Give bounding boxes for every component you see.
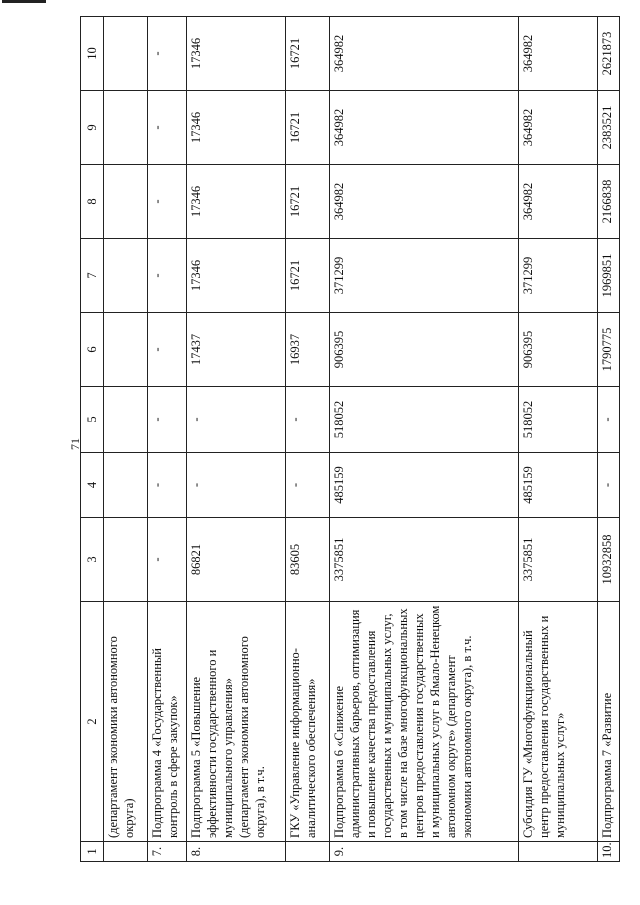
- cell-c10: 364982: [330, 17, 519, 91]
- cell-c5: -: [147, 387, 187, 453]
- cell-c10: 364982: [518, 17, 597, 91]
- col-header-9: 9: [81, 91, 104, 165]
- cell-c10: 17346: [187, 17, 286, 91]
- table-row: [187, 17, 286, 862]
- cell-c5: [104, 387, 148, 453]
- row-number: [286, 842, 330, 862]
- row-number: [104, 842, 148, 862]
- cell-c8: 17346: [187, 165, 286, 239]
- cell-c7: 1969851: [597, 239, 619, 313]
- cell-c6: 906395: [518, 313, 597, 387]
- table-row: [104, 17, 148, 862]
- cell-c8: 2166838: [597, 165, 619, 239]
- row-number: 7.: [147, 842, 187, 862]
- cell-c5: 518052: [330, 387, 519, 453]
- cell-c4: [104, 453, 148, 518]
- row-number: 8.: [187, 842, 286, 862]
- cell-c3: 3375851: [330, 518, 519, 602]
- cell-c9: [104, 91, 148, 165]
- row-number: 10.: [597, 842, 619, 862]
- cell-c6: -: [147, 313, 187, 387]
- cell-c7: 17346: [187, 239, 286, 313]
- cell-c5: -: [187, 387, 286, 453]
- col-header-2: 2: [81, 602, 104, 842]
- cell-c3: 83605: [286, 518, 330, 602]
- cell-c8: 364982: [518, 165, 597, 239]
- cell-c4: -: [597, 453, 619, 518]
- cell-c4: 485159: [330, 453, 519, 518]
- page-number: 71: [68, 438, 82, 450]
- cell-c9: 364982: [518, 91, 597, 165]
- rotated-table-wrapper: [80, 17, 620, 862]
- cell-c4: -: [147, 453, 187, 518]
- row-name: Субсидия ГУ «Многофункциональный центр предоставления государственных и муниципальных услуг»: [518, 602, 597, 842]
- cell-c9: 17346: [187, 91, 286, 165]
- table-row: [597, 17, 619, 862]
- cell-c4: -: [286, 453, 330, 518]
- cell-c3: 86821: [187, 518, 286, 602]
- table-row: [147, 17, 187, 862]
- row-name: Подпрограмма 7 «Развитие: [597, 602, 619, 842]
- cell-c8: 16721: [286, 165, 330, 239]
- cell-c10: 2621873: [597, 17, 619, 91]
- cell-c10: 16721: [286, 17, 330, 91]
- table-row: [330, 17, 519, 862]
- cell-c8: -: [147, 165, 187, 239]
- col-header-5: 5: [81, 387, 104, 453]
- cell-c3: [104, 518, 148, 602]
- cell-c8: 364982: [330, 165, 519, 239]
- table-row: [518, 17, 597, 862]
- row-name: (департамент экономики автономного округа): [104, 602, 148, 842]
- cell-c9: -: [147, 91, 187, 165]
- cell-c10: -: [147, 17, 187, 91]
- row-number: 9.: [330, 842, 519, 862]
- row-name: ГКУ «Управление информационно-аналитического обеспечения»: [286, 602, 330, 842]
- cell-c7: [104, 239, 148, 313]
- col-header-6: 6: [81, 313, 104, 387]
- col-header-7: 7: [81, 239, 104, 313]
- row-name: Подпрограмма 6 «Снижение административных барьеров, оптимизация и повышение качества предоставления государственных и муниципальных услуг, в том числе на базе многофункциональных центров предоставления государственных и муниципальных услуг в Ямало-Ненецком автономном округе» (департамент экономики автономного округа), в т.ч.: [330, 602, 519, 842]
- cell-c6: 1790775: [597, 313, 619, 387]
- cell-c3: 10932858: [597, 518, 619, 602]
- row-name: Подпрограмма 4 «Государственный контроль в сфере закупок»: [147, 602, 187, 842]
- cell-c9: 16721: [286, 91, 330, 165]
- col-header-10: 10: [81, 17, 104, 91]
- cell-c10: [104, 17, 148, 91]
- cell-c5: -: [286, 387, 330, 453]
- cell-c3: -: [147, 518, 187, 602]
- cell-c7: 371299: [330, 239, 519, 313]
- cell-c6: 16937: [286, 313, 330, 387]
- cell-c4: -: [187, 453, 286, 518]
- top-rule: [2, 0, 46, 3]
- cell-c4: 485159: [518, 453, 597, 518]
- cell-c7: 371299: [518, 239, 597, 313]
- col-header-4: 4: [81, 453, 104, 518]
- cell-c6: 17437: [187, 313, 286, 387]
- cell-c5: -: [597, 387, 619, 453]
- cell-c7: -: [147, 239, 187, 313]
- col-header-1: 1: [81, 842, 104, 862]
- table-row: [286, 17, 330, 862]
- row-name: Подпрограмма 5 «Повышение эффективности государственного и муниципального управления» (департамент экономики автономного округа), в т.ч.: [187, 602, 286, 842]
- cell-c8: [104, 165, 148, 239]
- row-number: [518, 842, 597, 862]
- cell-c5: 518052: [518, 387, 597, 453]
- header-row: [81, 17, 104, 862]
- col-header-3: 3: [81, 518, 104, 602]
- cell-c9: 364982: [330, 91, 519, 165]
- cell-c9: 2383521: [597, 91, 619, 165]
- cell-c7: 16721: [286, 239, 330, 313]
- col-header-8: 8: [81, 165, 104, 239]
- budget-table: [80, 16, 620, 862]
- cell-c3: 3375851: [518, 518, 597, 602]
- cell-c6: 906395: [330, 313, 519, 387]
- cell-c6: [104, 313, 148, 387]
